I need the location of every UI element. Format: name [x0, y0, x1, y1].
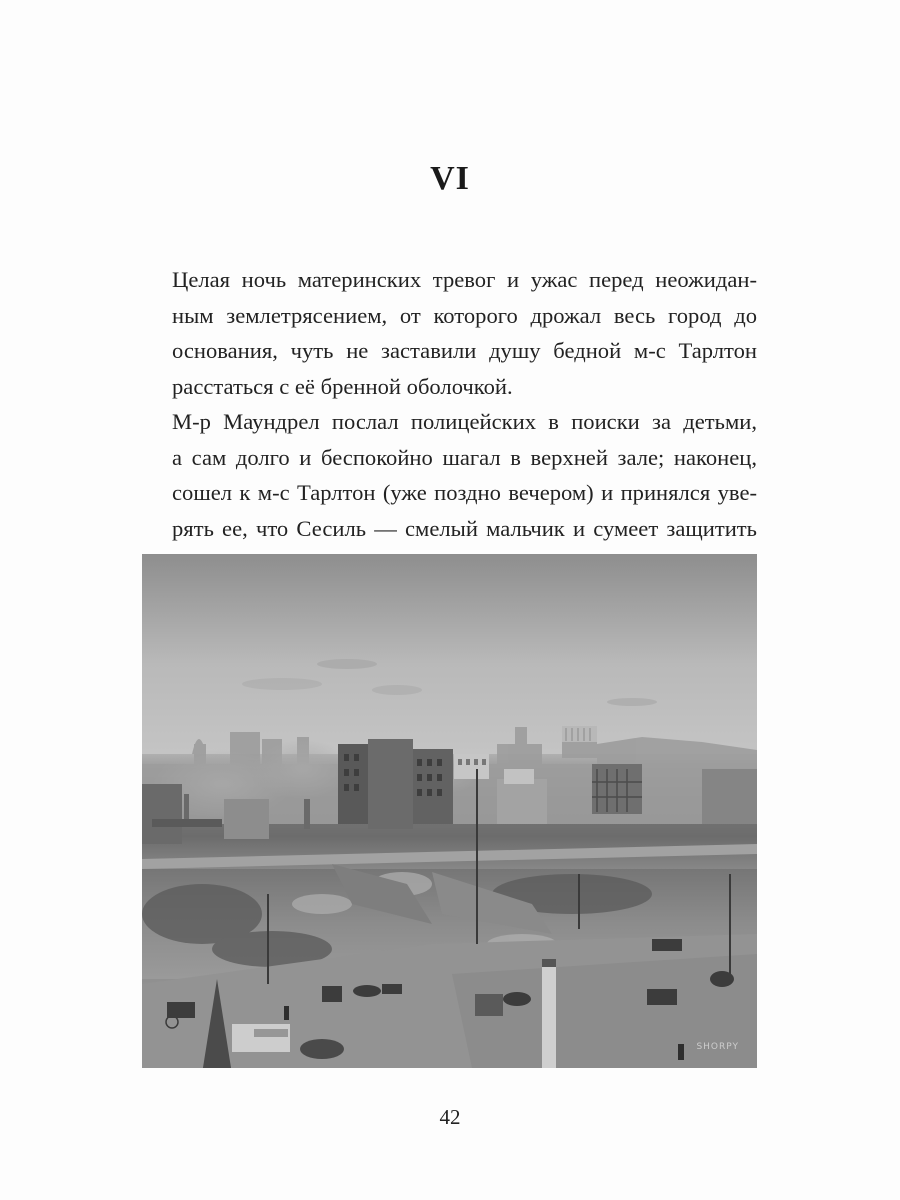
- text-line: рять ее, что Сесиль — смелый мальчик и сумеет защитить: [172, 515, 757, 541]
- body-text: [142, 262, 757, 546]
- chapter-title: VI: [430, 160, 470, 197]
- photo-watermark: SHORPY: [696, 1042, 739, 1052]
- text-line: М-р Маундрел послал полицейских в поиски за детьми,: [172, 409, 757, 434]
- text-line: сошел к м-с Тарлтон (уже поздно вечером) и принялся уве-: [172, 480, 757, 505]
- text-line: а сам долго и беспокойно шагал в верхней зале; наконец,: [172, 444, 757, 470]
- photo-scene-graphic: [142, 554, 757, 1068]
- earthquake-ruins-photo: [142, 554, 757, 1068]
- text-line: ным землетрясением, от которого дрожал весь город до: [172, 302, 757, 328]
- text-line: расстаться с её бренной оболочкой.: [172, 373, 513, 399]
- page-number: 42: [439, 1105, 461, 1129]
- text-line: основания, чуть не заставили душу бедной м-с Тарлтон: [172, 338, 757, 363]
- text-line: Целая ночь материнских тревог и ужас перед неожидан-: [172, 267, 757, 292]
- paragraph-1: [142, 262, 757, 404]
- paragraph-2: [142, 404, 757, 546]
